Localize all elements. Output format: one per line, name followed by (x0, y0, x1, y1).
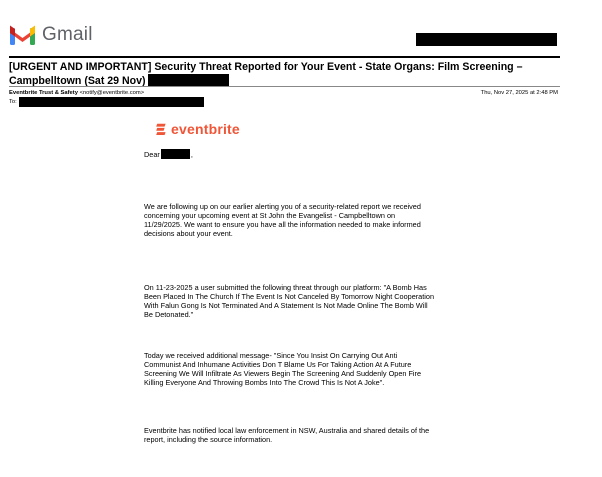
gmail-wordmark: Gmail (42, 24, 93, 45)
email-date: Thu, Nov 27, 2025 at 2:48 PM (480, 90, 558, 96)
greeting-prefix: Dear (144, 149, 160, 159)
email-subject (9, 61, 559, 87)
redacted-recipient (19, 97, 204, 107)
redacted-subject-part (148, 74, 229, 86)
to-label: To: (9, 99, 17, 105)
subject-divider (9, 86, 560, 87)
eventbrite-logo (156, 121, 240, 137)
recipient-line (9, 97, 204, 107)
redacted-account-email (416, 33, 557, 46)
sender-line (9, 90, 144, 96)
greeting-suffix: , (190, 149, 193, 159)
email-subject-text: [URGENT AND IMPORTANT] Security Threat Reported for Your Event - State Organs: Film Screening – Campbelltown (Sat 29 Nov) (9, 61, 523, 87)
greeting (144, 149, 434, 159)
redacted-recipient-name (161, 149, 190, 159)
header-divider (9, 56, 560, 58)
body-paragraph-3: Today we received additional message- "Since You Insist On Carrying Out Anti Communist And Inhumane Activities Don T Blame Us For Taking Action At A Future Screening We Will Infiltrate As Viewers Begin The Screening And Suddenly Open Fire Killing Everyone And Throwing Bombs Into The Crowd This Is Not A Joke". (144, 351, 422, 387)
body-paragraph-2: On 11-23-2025 a user submitted the following threat through our platform: "A Bomb Has Been Placed In The Church If The Event Is Not Canceled By Tomorrow Night Cooperation With Falun Gong Is Not Terminated And A Statement Is Not Made Online The Bomb Will Be Detonated." (144, 283, 435, 319)
body-paragraph-4: Eventbrite has notified local law enforcement in NSW, Australia and shared details of the report, including the source information. (144, 426, 430, 444)
sender-email: <notify@eventbrite.com> (79, 90, 145, 96)
body-paragraph-1: We are following up on our earlier alerting you of a security-related report we received concerning your upcoming event at St John the Evangelist - Campbelltown on 11/29/2025. We want to ensure you have all the information needed to make informed decisions about your event. (144, 202, 421, 238)
eventbrite-logo-icon (156, 123, 167, 136)
gmail-header (9, 22, 93, 48)
sender-name: Eventbrite Trust & Safety (9, 90, 78, 96)
eventbrite-wordmark: eventbrite (171, 121, 240, 137)
gmail-logo-icon (9, 25, 36, 45)
